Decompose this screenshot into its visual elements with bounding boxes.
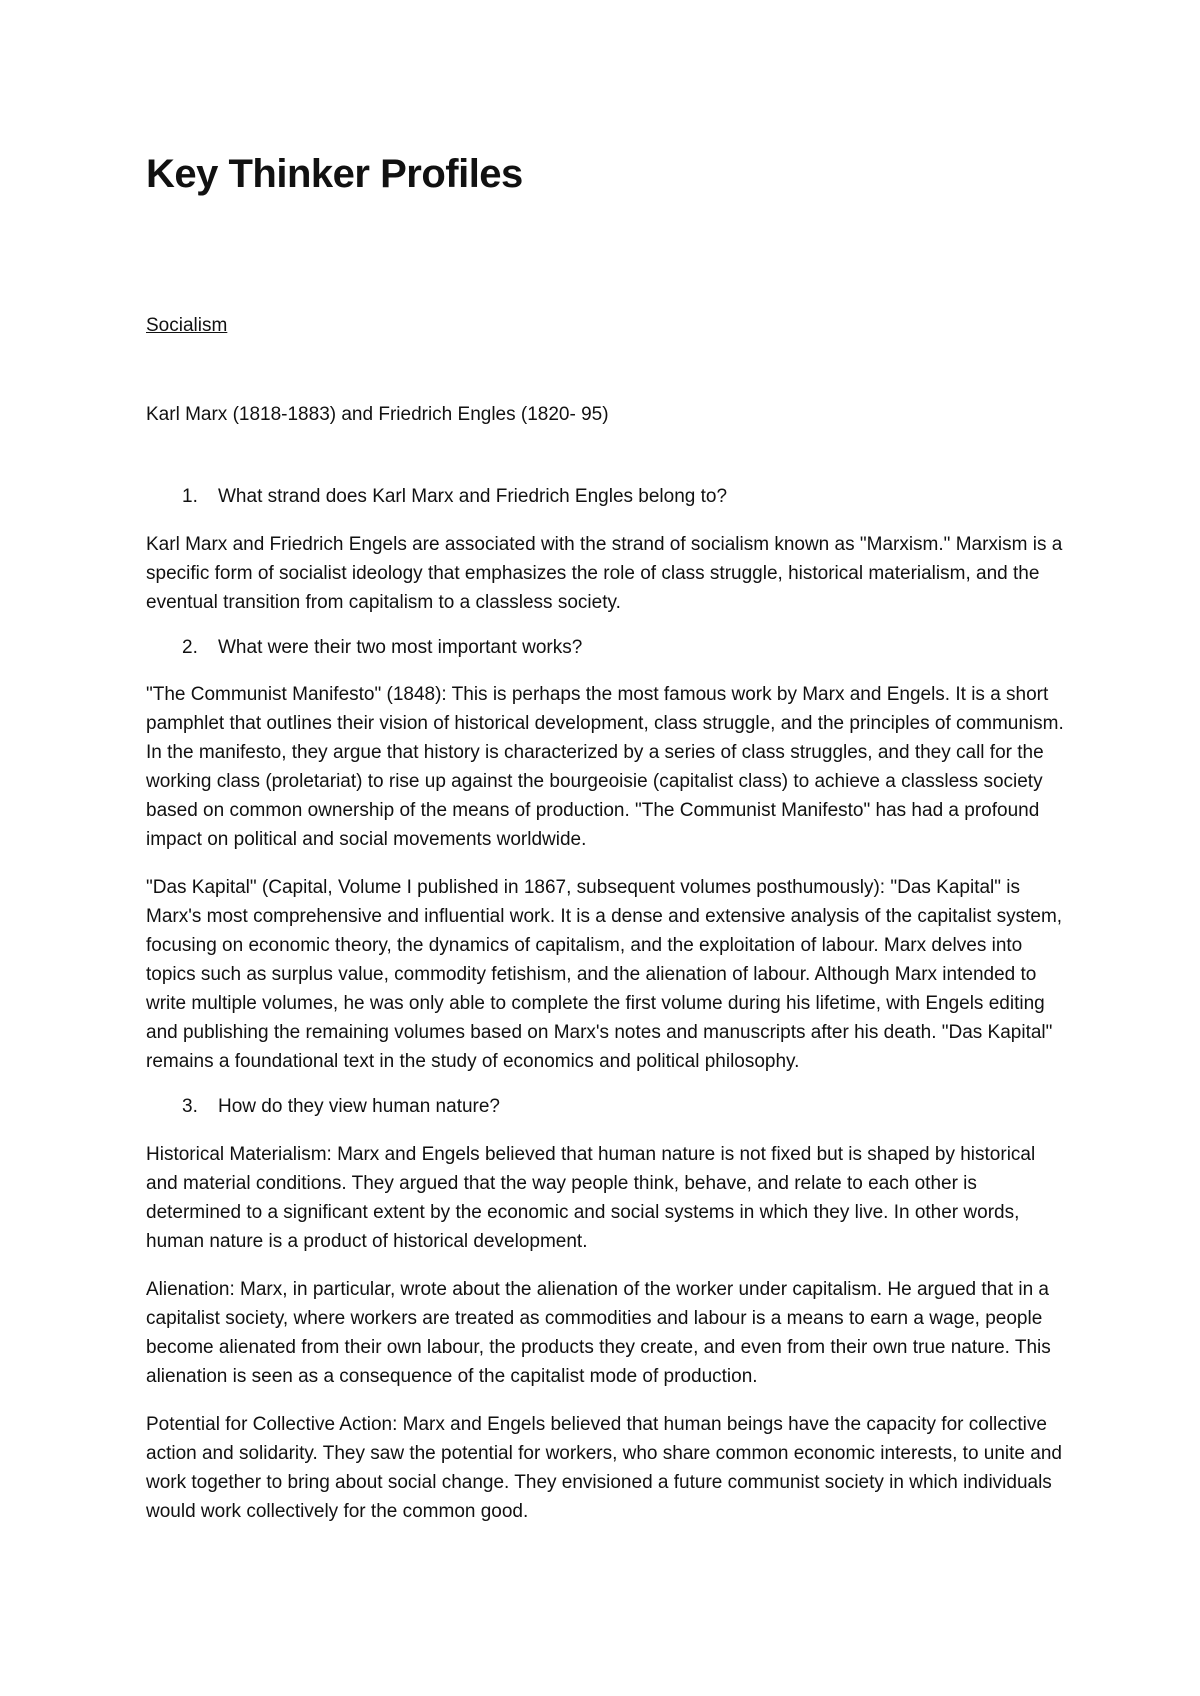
question-2 xyxy=(146,635,1066,662)
document-body xyxy=(146,150,1066,1526)
answer-paragraph: Historical Materialism: Marx and Engels believed that human nature is not fixed but is shaped by historical and material conditions. They argued that the way people think, behave, and relate to each other is determined to a significant extent by the economic and social systems in which they live. In other words, human nature is a product of historical development. xyxy=(146,1143,1036,1252)
question-text: What strand does Karl Marx and Friedrich Engles belong to? xyxy=(218,486,728,508)
question-text: What were their two most important works? xyxy=(218,636,583,658)
question-3 xyxy=(146,1094,1066,1121)
thinker-line: Karl Marx (1818-1883) and Friedrich Engles (1820- 95) xyxy=(146,403,609,425)
answer-paragraph: "The Communist Manifesto" (1848): This is perhaps the most famous work by Marx and Engels. It is a short pamphlet that outlines their vision of historical development, class struggle, and the principles of communism. In the manifesto, they argue that history is characterized by a series of class struggles, and they call for the working class (proletariat) to rise up against the bourgeoisie (capitalist class) to achieve a classless society based on common ownership of the means of production. "The Communist Manifesto" has had a profound impact on political and social movements worldwide. xyxy=(146,684,1064,851)
answer-paragraph: Potential for Collective Action: Marx and Engels believed that human beings have the capacity for collective action and solidarity. They saw the potential for workers, who share common economic interests, to unite and work together to bring about social change. They envisioned a future communist society in which individuals would work collectively for the common good. xyxy=(146,1413,1062,1522)
question-number: 1. xyxy=(182,486,198,508)
question-number: 2. xyxy=(182,636,198,658)
answer-paragraph: Karl Marx and Friedrich Engels are associated with the strand of socialism known as "Marxism." Marxism is a specific form of socialist ideology that emphasizes the role of class struggle, historical materialism, and the eventual transition from capitalism to a classless society. xyxy=(146,533,1063,613)
page-title: Key Thinker Profiles xyxy=(146,152,523,196)
answer-paragraph: Alienation: Marx, in particular, wrote about the alienation of the worker under capitalism. He argued that in a capitalist society, where workers are treated as commodities and labour is a means to earn a wage, people become alienated from their own labour, the products they create, and even from their own true nature. This alienation is seen as a consequence of the capitalist mode of production. xyxy=(146,1278,1051,1387)
question-number: 3. xyxy=(182,1096,198,1118)
answer-paragraph: "Das Kapital" (Capital, Volume I published in 1867, subsequent volumes posthumously): "Das Kapital" is Marx's most comprehensive and influential work. It is a dense and extensive analysis of the capitalist system, focusing on economic theory, the dynamics of capitalism, and the exploitation of labour. Marx delves into topics such as surplus value, commodity fetishism, and the alienation of labour. Although Marx intended to write multiple volumes, he was only able to complete the first volume during his lifetime, with Engels editing and publishing the remaining volumes based on Marx's notes and manuscripts after his death. "Das Kapital" remains a foundational text in the study of economics and political philosophy. xyxy=(146,877,1063,1073)
question-1 xyxy=(146,484,1066,511)
question-text: How do they view human nature? xyxy=(218,1096,500,1118)
section-heading: Socialism xyxy=(146,315,228,336)
